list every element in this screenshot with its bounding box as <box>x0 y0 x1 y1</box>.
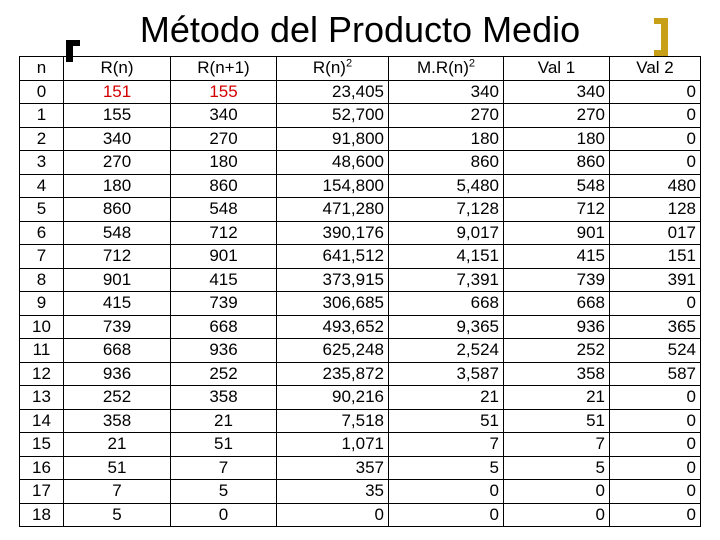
table-row <box>20 433 701 457</box>
cell-rn-squared: 52,700 <box>277 104 389 128</box>
table-row <box>20 503 701 527</box>
cell-val2: 017 <box>610 221 701 245</box>
cell-val2: 0 <box>610 80 701 104</box>
cell-rn1: 21 <box>171 409 277 433</box>
cell-n: 16 <box>20 456 64 480</box>
cell-rn-squared: 390,176 <box>277 221 389 245</box>
cell-val2: 0 <box>610 386 701 410</box>
cell-val1: 860 <box>504 151 610 175</box>
cell-rn: 548 <box>64 221 171 245</box>
product-method-table <box>19 56 701 527</box>
cell-rn1: 7 <box>171 456 277 480</box>
cell-middle-product: 3,587 <box>389 362 504 386</box>
table-row <box>20 292 701 316</box>
cell-n: 10 <box>20 315 64 339</box>
cell-n: 18 <box>20 503 64 527</box>
cell-rn1: 358 <box>171 386 277 410</box>
cell-rn: 180 <box>64 174 171 198</box>
cell-val1: 270 <box>504 104 610 128</box>
cell-val1: 180 <box>504 127 610 151</box>
cell-rn-squared: 493,652 <box>277 315 389 339</box>
cell-middle-product: 180 <box>389 127 504 151</box>
cell-val1: 358 <box>504 362 610 386</box>
cell-middle-product: 51 <box>389 409 504 433</box>
cell-n: 2 <box>20 127 64 151</box>
cell-rn-squared: 91,800 <box>277 127 389 151</box>
cell-rn-squared: 235,872 <box>277 362 389 386</box>
cell-val1: 415 <box>504 245 610 269</box>
cell-rn-squared: 641,512 <box>277 245 389 269</box>
cell-val2: 524 <box>610 339 701 363</box>
header-rn-squared: $R(n)^2$ <box>277 57 389 81</box>
table-row <box>20 268 701 292</box>
cell-rn-squared: 90,216 <box>277 386 389 410</box>
cell-rn1: 270 <box>171 127 277 151</box>
cell-val1: 901 <box>504 221 610 245</box>
cell-val1: 340 <box>504 80 610 104</box>
header-val2: Val 2 <box>610 57 701 81</box>
cell-val2: 0 <box>610 409 701 433</box>
cell-rn: 901 <box>64 268 171 292</box>
cell-rn1: 739 <box>171 292 277 316</box>
cell-rn-squared: 23,405 <box>277 80 389 104</box>
cell-rn1: 5 <box>171 480 277 504</box>
table-row <box>20 456 701 480</box>
table-row <box>20 151 701 175</box>
cell-n: 6 <box>20 221 64 245</box>
table-row <box>20 174 701 198</box>
cell-middle-product: 668 <box>389 292 504 316</box>
header-row <box>20 57 701 81</box>
cell-n: 15 <box>20 433 64 457</box>
cell-rn1: 51 <box>171 433 277 457</box>
table-row <box>20 339 701 363</box>
cell-val1: 5 <box>504 456 610 480</box>
cell-val2: 587 <box>610 362 701 386</box>
cell-middle-product: 9,017 <box>389 221 504 245</box>
cell-rn: 860 <box>64 198 171 222</box>
cell-rn1: 936 <box>171 339 277 363</box>
cell-rn1: 0 <box>171 503 277 527</box>
cell-val2: 480 <box>610 174 701 198</box>
cell-middle-product: 270 <box>389 104 504 128</box>
cell-rn: 739 <box>64 315 171 339</box>
table-row <box>20 127 701 151</box>
cell-val1: 739 <box>504 268 610 292</box>
cell-n: 12 <box>20 362 64 386</box>
cell-rn: 5 <box>64 503 171 527</box>
cell-middle-product: 5 <box>389 456 504 480</box>
cell-n: 7 <box>20 245 64 269</box>
cell-rn1: 860 <box>171 174 277 198</box>
cell-rn1: 155 <box>171 80 277 104</box>
table-row <box>20 315 701 339</box>
cell-n: 3 <box>20 151 64 175</box>
cell-val2: 0 <box>610 456 701 480</box>
table-row <box>20 386 701 410</box>
table-row <box>20 198 701 222</box>
header-rn: R(n) <box>64 57 171 81</box>
cell-val1: 0 <box>504 480 610 504</box>
cell-rn: 340 <box>64 127 171 151</box>
cell-n: 4 <box>20 174 64 198</box>
cell-rn1: 180 <box>171 151 277 175</box>
header-val1: Val 1 <box>504 57 610 81</box>
table-row <box>20 80 701 104</box>
cell-rn1: 712 <box>171 221 277 245</box>
page-title: Método del Producto Medio <box>139 9 581 50</box>
cell-rn-squared: 0 <box>277 503 389 527</box>
cell-val2: 0 <box>610 127 701 151</box>
cell-n: 13 <box>20 386 64 410</box>
cell-n: 1 <box>20 104 64 128</box>
cell-rn-squared: 7,518 <box>277 409 389 433</box>
cell-rn: 7 <box>64 480 171 504</box>
cell-rn1: 340 <box>171 104 277 128</box>
cell-rn: 712 <box>64 245 171 269</box>
cell-rn-squared: 625,248 <box>277 339 389 363</box>
cell-val1: 668 <box>504 292 610 316</box>
cell-n: 14 <box>20 409 64 433</box>
cell-val2: 391 <box>610 268 701 292</box>
header-rn1: R(n+1) <box>171 57 277 81</box>
header-n: n <box>20 57 64 81</box>
cell-val1: 548 <box>504 174 610 198</box>
cell-val2: 0 <box>610 292 701 316</box>
cell-rn-squared: 154,800 <box>277 174 389 198</box>
cell-val1: 252 <box>504 339 610 363</box>
cell-rn: 936 <box>64 362 171 386</box>
cell-val2: 0 <box>610 480 701 504</box>
cell-n: 5 <box>20 198 64 222</box>
cell-middle-product: 860 <box>389 151 504 175</box>
cell-val2: 365 <box>610 315 701 339</box>
cell-middle-product: 21 <box>389 386 504 410</box>
cell-rn: 151 <box>64 80 171 104</box>
cell-rn: 358 <box>64 409 171 433</box>
cell-rn1: 668 <box>171 315 277 339</box>
cell-val1: 936 <box>504 315 610 339</box>
cell-rn-squared: 373,915 <box>277 268 389 292</box>
cell-middle-product: 0 <box>389 480 504 504</box>
cell-middle-product: 7,391 <box>389 268 504 292</box>
table-row <box>20 104 701 128</box>
cell-n: 11 <box>20 339 64 363</box>
cell-n: 9 <box>20 292 64 316</box>
cell-val1: 51 <box>504 409 610 433</box>
table-row <box>20 245 701 269</box>
cell-val2: 0 <box>610 104 701 128</box>
cell-n: 8 <box>20 268 64 292</box>
cell-val2: 0 <box>610 433 701 457</box>
cell-rn-squared: 35 <box>277 480 389 504</box>
cell-val2: 0 <box>610 503 701 527</box>
cell-rn: 252 <box>64 386 171 410</box>
cell-n: 17 <box>20 480 64 504</box>
cell-middle-product: 340 <box>389 80 504 104</box>
right-bracket-decoration <box>654 18 668 56</box>
header-middle-product: $M.R(n)^2$ <box>389 57 504 81</box>
table-row <box>20 480 701 504</box>
cell-middle-product: 5,480 <box>389 174 504 198</box>
cell-val1: 21 <box>504 386 610 410</box>
cell-rn: 21 <box>64 433 171 457</box>
cell-rn1: 901 <box>171 245 277 269</box>
cell-middle-product: 0 <box>389 503 504 527</box>
cell-val2: 0 <box>610 151 701 175</box>
cell-middle-product: 7 <box>389 433 504 457</box>
cell-val1: 712 <box>504 198 610 222</box>
cell-rn: 668 <box>64 339 171 363</box>
cell-rn: 270 <box>64 151 171 175</box>
cell-rn1: 415 <box>171 268 277 292</box>
cell-n: 0 <box>20 80 64 104</box>
cell-val2: 151 <box>610 245 701 269</box>
cell-rn-squared: 48,600 <box>277 151 389 175</box>
cell-rn: 155 <box>64 104 171 128</box>
cell-rn: 415 <box>64 292 171 316</box>
cell-middle-product: 2,524 <box>389 339 504 363</box>
cell-rn1: 252 <box>171 362 277 386</box>
table-row <box>20 409 701 433</box>
cell-val1: 7 <box>504 433 610 457</box>
table-row <box>20 221 701 245</box>
cell-val2: 128 <box>610 198 701 222</box>
cell-rn: 51 <box>64 456 171 480</box>
cell-middle-product: 4,151 <box>389 245 504 269</box>
cell-rn-squared: 306,685 <box>277 292 389 316</box>
cell-rn1: 548 <box>171 198 277 222</box>
cell-rn-squared: 1,071 <box>277 433 389 457</box>
cell-val1: 0 <box>504 503 610 527</box>
cell-middle-product: 7,128 <box>389 198 504 222</box>
cell-rn-squared: 357 <box>277 456 389 480</box>
table-row <box>20 362 701 386</box>
cell-rn-squared: 471,280 <box>277 198 389 222</box>
cell-middle-product: 9,365 <box>389 315 504 339</box>
